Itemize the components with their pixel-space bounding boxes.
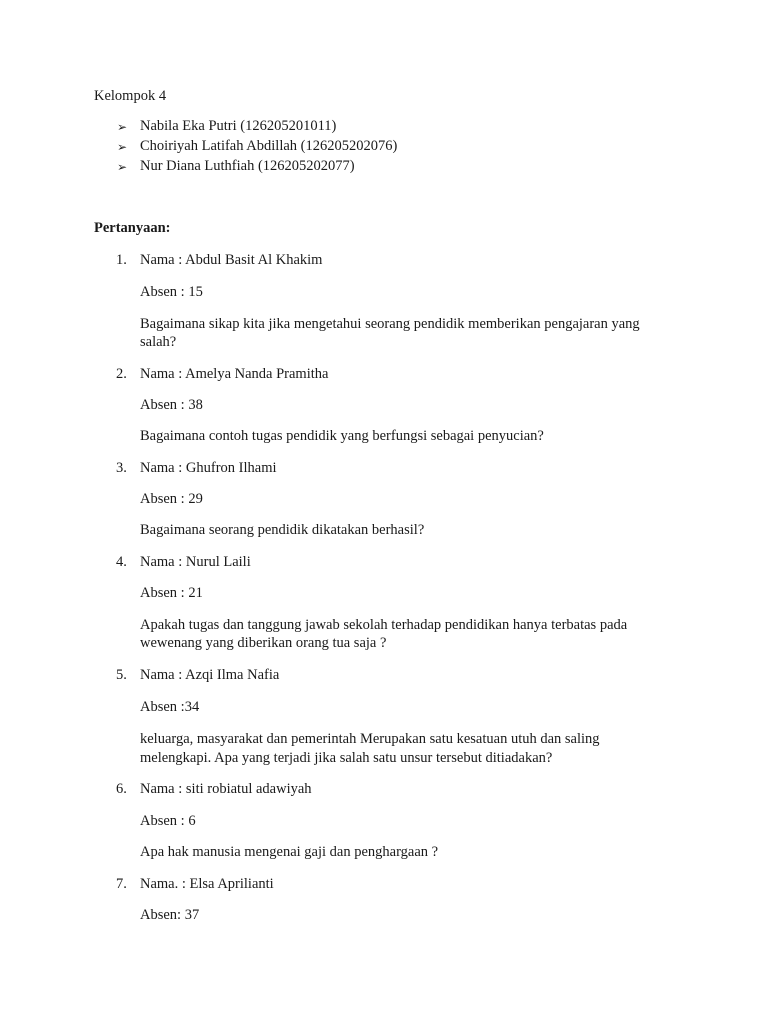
group-title: Kelompok 4 (94, 88, 167, 104)
question-absen: Absen :34 (140, 699, 200, 715)
question-name: Nama. : Elsa Aprilianti (140, 876, 274, 892)
question-text: salah? (140, 334, 177, 350)
question-name: Nama : siti robiatul adawiyah (140, 781, 312, 797)
question-text: wewenang yang diberikan orang tua saja ? (140, 635, 387, 651)
list-number: 5. (116, 667, 127, 683)
section-title: Pertanyaan: (94, 220, 171, 236)
question-text: melengkapi. Apa yang terjadi jika salah satu unsur tersebut ditiadakan? (140, 750, 553, 766)
list-number: 2. (116, 366, 127, 382)
question-name: Nama : Amelya Nanda Pramitha (140, 366, 329, 382)
question-name: Nama : Ghufron Ilhami (140, 460, 277, 476)
list-number: 3. (116, 460, 127, 476)
question-text: Bagaimana contoh tugas pendidik yang berfungsi sebagai penyucian? (140, 428, 544, 444)
member-item: Nur Diana Luthfiah (126205202077) (140, 158, 355, 174)
list-number: 1. (116, 252, 127, 268)
question-name: Nama : Abdul Basit Al Khakim (140, 252, 323, 268)
question-text: Bagaimana sikap kita jika mengetahui seorang pendidik memberikan pengajaran yang (140, 316, 640, 332)
member-item: Nabila Eka Putri (126205201011) (140, 118, 337, 134)
question-name: Nama : Azqi Ilma Nafia (140, 667, 280, 683)
member-item: Choiriyah Latifah Abdillah (126205202076) (140, 138, 398, 154)
question-text: Apa hak manusia mengenai gaji dan penghargaan ? (140, 844, 439, 860)
question-absen: Absen : 6 (140, 813, 196, 829)
question-absen: Absen : 21 (140, 585, 203, 601)
question-name: Nama : Nurul Laili (140, 554, 251, 570)
bullet-arrow-icon: ➢ (117, 120, 128, 134)
bullet-arrow-icon: ➢ (117, 160, 128, 174)
question-text: Bagaimana seorang pendidik dikatakan berhasil? (140, 522, 425, 538)
question-absen: Absen : 29 (140, 491, 203, 507)
question-absen: Absen: 37 (140, 907, 200, 923)
list-number: 6. (116, 781, 127, 797)
question-absen: Absen : 38 (140, 397, 203, 413)
question-text: keluarga, masyarakat dan pemerintah Merupakan satu kesatuan utuh dan saling (140, 731, 600, 747)
list-number: 7. (116, 876, 127, 892)
list-number: 4. (116, 554, 127, 570)
question-text: Apakah tugas dan tanggung jawab sekolah terhadap pendidikan hanya terbatas pada (140, 617, 628, 633)
question-absen: Absen : 15 (140, 284, 203, 300)
bullet-arrow-icon: ➢ (117, 140, 128, 154)
